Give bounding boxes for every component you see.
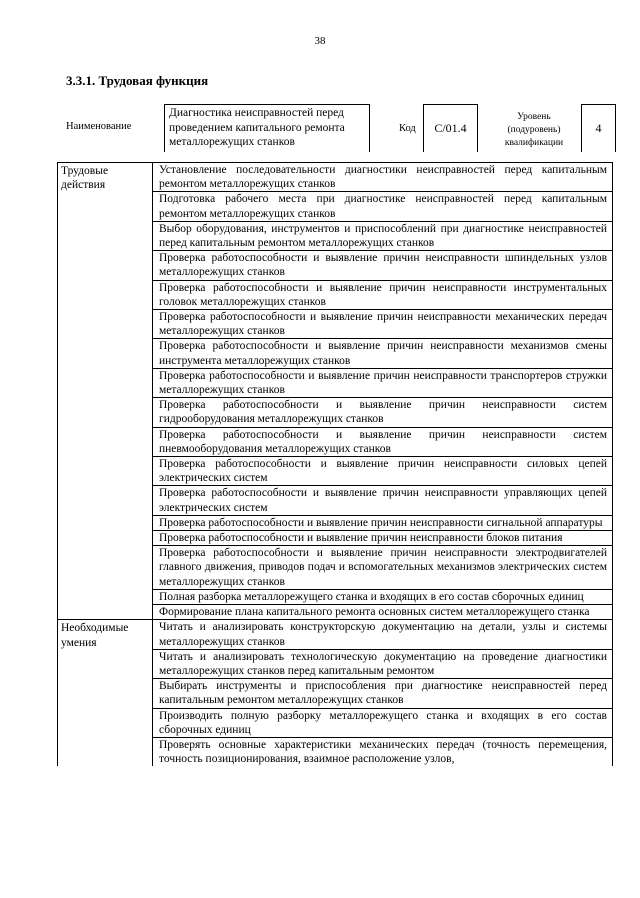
table-row xyxy=(58,620,613,649)
table-cell-item: Проверка работоспособности и выявление причин неисправности блоков питания xyxy=(153,531,613,546)
table-cell-item: Проверка работоспособности и выявление причин неисправности электродвигателей главного движения, приводов подач и вспомогательных механизмов электрических систем металлорежущих станков xyxy=(153,546,613,590)
code-label: Код xyxy=(399,123,416,134)
table-cell-item: Производить полную разборку металлорежущего станка и входящих в его состав сборочных единиц xyxy=(153,708,613,737)
table-cell-item: Выбирать инструменты и приспособления при диагностике неисправностей перед капитальным ремонтом металлорежущих станков xyxy=(153,679,613,708)
table-cell-item: Читать и анализировать конструкторскую документацию на детали, узлы и системы металлорежущих станков xyxy=(153,620,613,649)
function-name: Диагностика неисправностей перед проведением капитального ремонта металлорежущих станков xyxy=(164,104,370,152)
table-cell-item: Проверка работоспособности и выявление причин неисправности систем гидрооборудования металлорежущих станков xyxy=(153,398,613,427)
table-cell-item: Проверка работоспособности и выявление причин неисправности механизмов смены инструмента металлорежущих станков xyxy=(153,339,613,368)
table-cell-item: Проверять основные характеристики механических передач (точность перемещения, точность позиционирования, взаимное расположение узлов, xyxy=(153,737,613,766)
table-cell-item: Установление последовательности диагностики неисправностей перед капитальным ремонтом металлорежущих станков xyxy=(153,163,613,192)
table-cell-item: Проверка работоспособности и выявление причин неисправности систем пневмооборудования металлорежущих станков xyxy=(153,427,613,456)
table-cell-item: Проверка работоспособности и выявление причин неисправности механических передач металлорежущих станков xyxy=(153,310,613,339)
table-cell-item: Проверка работоспособности и выявление причин неисправности инструментальных головок металлорежущих станков xyxy=(153,280,613,309)
section-category: Трудовые действия xyxy=(58,163,153,620)
section-title: 3.3.1. Трудовая функция xyxy=(66,73,209,88)
code-value: C/01.4 xyxy=(423,104,478,152)
table-cell-item: Проверка работоспособности и выявление причин неисправности управляющих цепей электрических систем xyxy=(153,486,613,515)
table-body xyxy=(58,163,613,767)
labor-function-table xyxy=(57,162,613,766)
page-number: 38 xyxy=(314,35,326,47)
table-cell-item: Проверка работоспособности и выявление причин неисправности транспортеров стружки металлорежущих станков xyxy=(153,368,613,397)
table-cell-item: Выбор оборудования, инструментов и приспособлений при диагностике неисправностей перед капитальным ремонтом металлорежущих станков xyxy=(153,221,613,250)
table-cell-item: Проверка работоспособности и выявление причин неисправности силовых цепей электрических систем xyxy=(153,457,613,486)
table-cell-item: Подготовка рабочего места при диагностике неисправностей перед капитальным ремонтом металлорежущих станков xyxy=(153,192,613,221)
table-cell-item: Проверка работоспособности и выявление причин неисправности шпиндельных узлов металлорежущих станков xyxy=(153,251,613,280)
section-category: Необходимые умения xyxy=(58,620,153,767)
table-cell-item: Проверка работоспособности и выявление причин неисправности сигнальной аппаратуры xyxy=(153,515,613,530)
table-cell-item: Полная разборка металлорежущего станка и входящих в его состав сборочных единиц xyxy=(153,589,613,604)
name-label: Наименование xyxy=(66,121,132,132)
table-cell-item: Формирование плана капитального ремонта основных систем металлорежущего станка xyxy=(153,605,613,620)
table-row xyxy=(58,163,613,192)
level-value: 4 xyxy=(581,104,616,152)
table-cell-item: Читать и анализировать технологическую документацию на проведение диагностики металлорежущих станков перед капитальным ремонтом xyxy=(153,649,613,678)
level-label: Уровень (подуровень) квалификации xyxy=(504,112,564,148)
